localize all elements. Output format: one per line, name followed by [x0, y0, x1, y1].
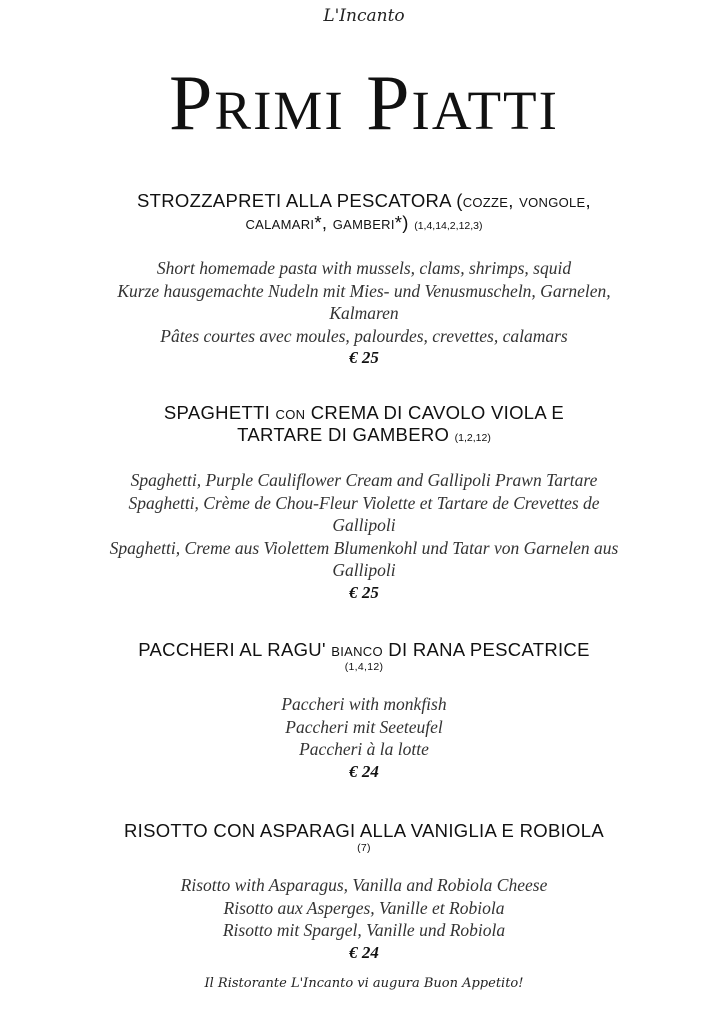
- dish-name-line1: STROZZAPRETI ALLA PESCATORA (cozze, vongole,: [137, 190, 591, 211]
- description-line: Kurze hausgemachte Nudeln mit Mies- und Venusmuscheln, Garnelen,: [117, 280, 611, 301]
- restaurant-name: L'Incanto: [323, 6, 405, 26]
- description-line: Kalmaren: [329, 303, 399, 323]
- description-line: Risotto aux Asperges, Vanille et Robiola: [223, 897, 505, 918]
- dish-name: [50, 402, 678, 449]
- dish-descriptions: [50, 874, 678, 942]
- allergens: (7): [357, 842, 371, 854]
- description-line: Paccheri with monkfish: [281, 694, 447, 714]
- dish-paccheri: [50, 639, 678, 783]
- dish-name-line2-text: TARTARE DI GAMBERO: [237, 424, 450, 445]
- dish-descriptions: [50, 693, 678, 761]
- dish-name-line1: SPAGHETTI con CREMA DI CAVOLO VIOLA E: [163, 402, 565, 423]
- description-line: Spaghetti, Creme aus Violettem Blumenkohl und Tatar von Garnelen aus: [109, 537, 619, 558]
- dish-price: € 25: [349, 582, 379, 602]
- dish-name-line2: [50, 424, 678, 449]
- dish-strozzapreti: [50, 190, 678, 369]
- description-line: Paccheri mit Seeteufel: [285, 716, 443, 737]
- description-line: Risotto with Asparagus, Vanilla and Robiola Cheese: [180, 875, 548, 895]
- dish-price: € 24: [349, 942, 379, 962]
- dish-name-line2-text: calamari*, gamberi*): [245, 212, 409, 233]
- dish-name-line1: PACCHERI AL RAGU' bianco DI RANA PESCATRICE: [138, 639, 590, 660]
- description-line: Short homemade pasta with mussels, clams, shrimps, squid: [156, 258, 572, 278]
- dish-name: [50, 190, 678, 237]
- dish-descriptions: [50, 257, 678, 347]
- dish-name-line2: [50, 212, 678, 237]
- description-line: Risotto mit Spargel, Vanille und Robiola: [222, 920, 506, 940]
- page-title: Primi Piatti: [169, 59, 559, 146]
- description-line: Spaghetti, Purple Cauliflower Cream and Gallipoli Prawn Tartare: [130, 470, 598, 490]
- dish-name: [50, 639, 678, 673]
- allergens: (1,4,12): [344, 661, 384, 673]
- description-line: Paccheri à la lotte: [299, 739, 429, 759]
- dish-name-line1: RISOTTO CON ASPARAGI ALLA VANIGLIA E ROBIOLA: [124, 820, 604, 841]
- description-line: Gallipoli: [332, 560, 396, 580]
- dish-price: € 24: [349, 761, 379, 781]
- description-line: Pâtes courtes avec moules, palourdes, crevettes, calamars: [160, 325, 568, 346]
- footer-greeting: Il Ristorante L'Incanto vi augura Buon Appetito!: [204, 976, 524, 991]
- dish-risotto: [50, 820, 678, 964]
- allergens: (1,2,12): [454, 432, 491, 444]
- allergens: (1,4,14,2,12,3): [414, 220, 483, 232]
- dish-spaghetti: [50, 402, 678, 604]
- dish-name: [50, 820, 678, 854]
- description-line: Gallipoli: [332, 515, 396, 535]
- dish-price: € 25: [349, 348, 379, 367]
- dish-descriptions: [50, 469, 678, 582]
- description-line: Spaghetti, Crème de Chou-Fleur Violette et Tartare de Crevettes de: [128, 492, 600, 513]
